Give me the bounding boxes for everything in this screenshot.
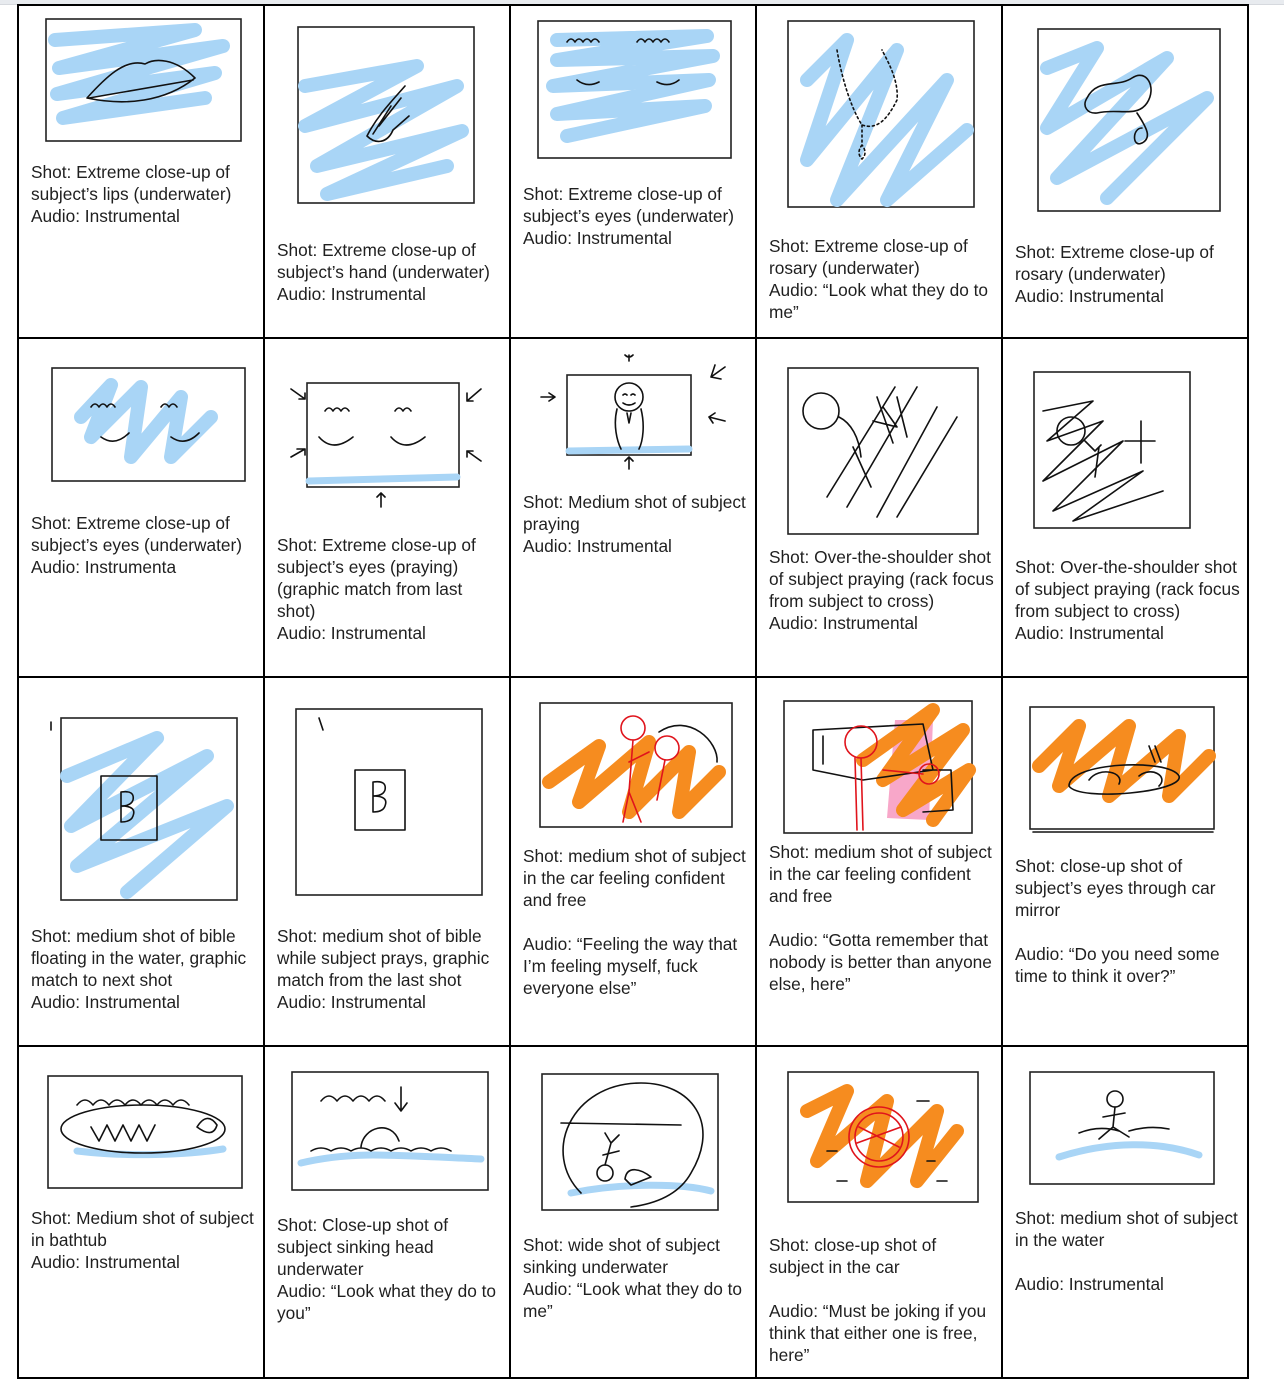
storyboard-cell xyxy=(1002,1046,1248,1378)
storyboard-cell xyxy=(756,338,1002,677)
shot-caption: Shot: medium shot of subject in the car feeling confident and free Audio: “Feeling the way that I’m feeling myself, fuck everyone else” xyxy=(523,846,746,998)
storyboard-cell xyxy=(18,5,264,338)
shot-caption: Shot: Extreme close-up of rosary (underwater) Audio: “Look what they do to me” xyxy=(769,236,989,322)
storyboard-table xyxy=(17,4,1249,1379)
shot-caption: Shot: close-up shot of subject in the car Audio: “Must be joking if you think that either one is free, here” xyxy=(769,1235,987,1365)
shot-caption: Shot: Extreme close-up of rosary (underwater) Audio: Instrumental xyxy=(1015,242,1214,306)
storyboard-cell xyxy=(510,1046,756,1378)
shot-caption: Shot: Extreme close-up of subject’s eyes (praying) (graphic match from last shot) Audio: Instrumental xyxy=(277,535,476,643)
storyboard-cell xyxy=(756,1046,1002,1378)
storyboard-cell xyxy=(264,1046,510,1378)
storyboard-cell xyxy=(1002,677,1248,1046)
bible-water-sketch xyxy=(47,716,241,906)
hand-sketch xyxy=(297,26,477,206)
swimmer-sketch xyxy=(1029,1071,1217,1187)
storyboard-cell xyxy=(18,1046,264,1378)
shot-caption: Shot: medium shot of subject in the car feeling confident and free Audio: “Gotta remember that nobody is better than anyone else, here” xyxy=(769,842,992,994)
lips-sketch xyxy=(45,18,243,144)
table-row xyxy=(18,338,1248,677)
over-shoulder-cross-sketch xyxy=(1033,371,1193,531)
rosary-sketch xyxy=(787,20,977,210)
storyboard-cell xyxy=(756,677,1002,1046)
shot-caption: Shot: Medium shot of subject praying Audio: Instrumental xyxy=(523,492,746,556)
storyboard-cell xyxy=(264,5,510,338)
storyboard-cell xyxy=(1002,338,1248,677)
eyes-arrows-sketch xyxy=(285,381,485,511)
sinking-head-sketch xyxy=(291,1071,491,1193)
shot-caption: Shot: medium shot of subject in the water Audio: Instrumental xyxy=(1015,1208,1238,1294)
shot-caption: Shot: medium shot of bible while subject prays, graphic match from the last shot Audio: Instrumental xyxy=(277,926,490,1012)
over-shoulder-sketch xyxy=(787,367,981,537)
storyboard-cell xyxy=(264,677,510,1046)
sinking-wide-sketch xyxy=(541,1073,723,1213)
storyboard-cell xyxy=(18,677,264,1046)
storyboard-cell xyxy=(510,677,756,1046)
shot-caption: Shot: Over-the-shoulder shot of subject praying (rack focus from subject to cross) Audio: Instrumental xyxy=(769,547,994,633)
table-row xyxy=(18,1046,1248,1378)
shot-caption: Shot: Close-up shot of subject sinking head underwater Audio: “Look what they do to you” xyxy=(277,1215,497,1323)
car-subject-sketch xyxy=(539,702,735,830)
car-closeup-sketch xyxy=(787,1071,981,1205)
bible-sketch xyxy=(295,708,485,898)
shot-caption: Shot: Medium shot of subject in bathtub Audio: Instrumental xyxy=(31,1208,254,1272)
table-row xyxy=(18,677,1248,1046)
storyboard-cell xyxy=(264,338,510,677)
bathtub-sketch xyxy=(47,1075,245,1191)
shot-caption: Shot: Extreme close-up of subject’s eyes (underwater) Audio: Instrumental xyxy=(523,184,734,248)
shot-caption: Shot: medium shot of bible floating in the water, graphic match to next shot Audio: Instrumental xyxy=(31,926,247,1012)
shot-caption: Shot: wide shot of subject sinking underwater Audio: “Look what they do to me” xyxy=(523,1235,743,1321)
car-interior-sketch xyxy=(783,700,977,836)
car-mirror-sketch xyxy=(1029,706,1219,836)
eyes-sketch xyxy=(51,367,247,483)
storyboard-cell xyxy=(510,5,756,338)
table-row xyxy=(18,5,1248,338)
storyboard-cell xyxy=(18,338,264,677)
shot-caption: Shot: Over-the-shoulder shot of subject praying (rack focus from subject to cross) Audio: Instrumental xyxy=(1015,557,1240,643)
storyboard-cell xyxy=(510,338,756,677)
eyes-sketch xyxy=(537,20,733,160)
shot-caption: Shot: Extreme close-up of subject’s hand (underwater) Audio: Instrumental xyxy=(277,240,490,304)
shot-caption: Shot: Extreme close-up of subject’s eyes (underwater) Audio: Instrumenta xyxy=(31,513,242,577)
praying-sketch xyxy=(525,351,735,481)
rosary-pile-sketch xyxy=(1037,28,1223,214)
storyboard-cell xyxy=(756,5,1002,338)
shot-caption: Shot: Extreme close-up of subject’s lips (underwater) Audio: Instrumental xyxy=(31,162,232,226)
storyboard-cell xyxy=(1002,5,1248,338)
shot-caption: Shot: close-up shot of subject’s eyes through car mirror Audio: “Do you need some time to think it over?” xyxy=(1015,856,1220,986)
